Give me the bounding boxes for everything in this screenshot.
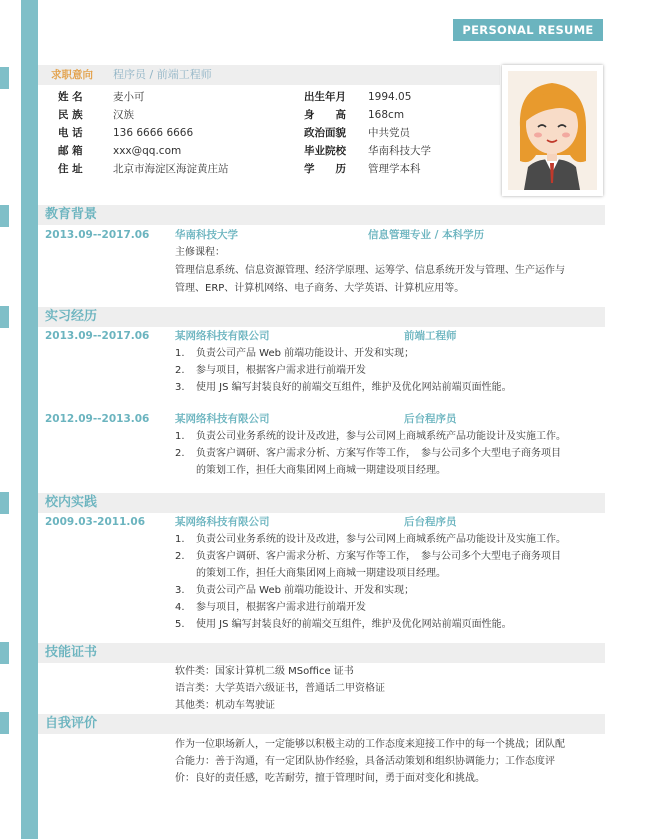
section-title-skills: 技能证书 bbox=[45, 645, 98, 660]
campus-company: 某网络科技有限公司 bbox=[175, 516, 270, 528]
info-label: 毕业院校 bbox=[304, 145, 346, 157]
info-value: 1994.05 bbox=[368, 91, 412, 103]
list-number: 2. bbox=[175, 448, 185, 459]
section-title-self: 自我评价 bbox=[45, 716, 98, 731]
info-value: xxx@qq.com bbox=[113, 145, 182, 157]
info-label: 邮 箱 bbox=[58, 145, 83, 157]
campus-date: 2009.03-2011.06 bbox=[45, 516, 146, 528]
education-major: 信息管理专业 / 本科学历 bbox=[368, 229, 485, 241]
info-value: 华南科技大学 bbox=[368, 145, 431, 157]
section-bar-self bbox=[38, 714, 605, 734]
section-bar-campus bbox=[38, 493, 605, 513]
list-number: 4. bbox=[175, 602, 185, 613]
education-school: 华南科技大学 bbox=[175, 229, 238, 241]
section-bar-education bbox=[38, 205, 605, 225]
sidebar-tab-self bbox=[0, 712, 9, 734]
info-label: 民 族 bbox=[58, 109, 83, 121]
info-label: 身 高 bbox=[304, 109, 346, 121]
list-text: 负责公司业务系统的设计及改进，参与公司网上商城系统产品功能设计及实施工作。 bbox=[196, 431, 566, 442]
list-text: 的策划工作，担任大商集团网上商城一期建设项目经理。 bbox=[196, 465, 446, 476]
intent-value: 程序员 / 前端工程师 bbox=[113, 68, 212, 81]
list-text: 负责公司产品 Web 前端功能设计、开发和实现； bbox=[196, 585, 415, 596]
list-text: 负责公司业务系统的设计及改进，参与公司网上商城系统产品功能设计及实施工作。 bbox=[196, 534, 566, 545]
list-text: 负责客户调研、客户需求分析、方案写作等工作， 参与公司多个大型电子商务项目 bbox=[196, 551, 561, 562]
info-value: 汉族 bbox=[113, 109, 134, 121]
list-text: 负责公司产品 Web 前端功能设计、开发和实现； bbox=[196, 348, 415, 359]
self-evaluation-line: 作为一位职场新人，一定能够以积极主动的工作态度来迎接工作中的每一个挑战；团队配 bbox=[175, 739, 565, 750]
self-evaluation-line: 价：良好的责任感，吃苦耐劳，擅于管理时间，勇于面对变化和挑战。 bbox=[175, 773, 485, 784]
info-value: 168cm bbox=[368, 109, 405, 121]
list-text: 的策划工作，担任大商集团网上商城一期建设项目经理。 bbox=[196, 568, 446, 579]
skill-line: 其他类：机动车驾驶证 bbox=[175, 700, 275, 711]
list-number: 2. bbox=[175, 365, 185, 376]
info-label: 政治面貌 bbox=[304, 127, 346, 139]
list-text: 负责客户调研、客户需求分析、方案写作等工作， 参与公司多个大型电子商务项目 bbox=[196, 448, 561, 459]
info-value: 北京市海淀区海淀黄庄站 bbox=[113, 163, 229, 175]
info-value: 管理学本科 bbox=[368, 163, 421, 175]
list-number: 1. bbox=[175, 348, 185, 359]
list-text: 参与项目，根据客户需求进行前端开发 bbox=[196, 602, 366, 613]
sidebar-tab-internship bbox=[0, 306, 9, 328]
profile-photo bbox=[502, 65, 603, 196]
sidebar-tab-campus bbox=[0, 492, 9, 514]
intent-bar bbox=[38, 65, 500, 85]
info-value: 136 6666 6666 bbox=[113, 127, 194, 139]
courses-line: 管理信息系统、信息资源管理、经济学原理、运筹学、信息系统开发与管理、生产运作与 bbox=[175, 265, 565, 276]
sidebar-tab-education bbox=[0, 205, 9, 227]
campus-role: 后台程序员 bbox=[404, 516, 457, 528]
info-label: 姓 名 bbox=[58, 91, 83, 103]
courses-line: 管理、ERP、计算机网络、电子商务、大学英语、计算机应用等。 bbox=[175, 283, 465, 294]
info-value: 麦小可 bbox=[113, 91, 145, 103]
internship-date: 2013.09--2017.06 bbox=[45, 330, 150, 342]
list-number: 3. bbox=[175, 585, 185, 596]
internship-role: 后台程序员 bbox=[404, 413, 457, 425]
list-text: 使用 JS 编写封装良好的前端交互组件，维护及优化网站前端页面性能。 bbox=[196, 382, 512, 393]
info-label: 学 历 bbox=[304, 163, 346, 175]
list-number: 3. bbox=[175, 382, 185, 393]
section-title-campus: 校内实践 bbox=[45, 495, 98, 510]
avatar-illustration bbox=[502, 65, 603, 196]
sidebar-tab-skills bbox=[0, 642, 9, 664]
section-title-internship: 实习经历 bbox=[45, 309, 98, 324]
internship-company: 某网络科技有限公司 bbox=[175, 413, 270, 425]
resume-title: PERSONAL RESUME bbox=[453, 19, 603, 41]
internship-company: 某网络科技有限公司 bbox=[175, 330, 270, 342]
left-sidebar-bar bbox=[21, 0, 38, 839]
info-label: 电 话 bbox=[58, 127, 83, 139]
internship-date: 2012.09--2013.06 bbox=[45, 413, 150, 425]
intent-label: 求职意向 bbox=[51, 69, 93, 81]
courses-label: 主修课程： bbox=[175, 247, 225, 258]
list-number: 1. bbox=[175, 534, 185, 545]
section-bar-skills bbox=[38, 643, 605, 663]
list-number: 2. bbox=[175, 551, 185, 562]
info-value: 中共党员 bbox=[368, 127, 410, 139]
list-text: 参与项目，根据客户需求进行前端开发 bbox=[196, 365, 366, 376]
info-label: 住 址 bbox=[58, 163, 83, 175]
list-text: 使用 JS 编写封装良好的前端交互组件，维护及优化网站前端页面性能。 bbox=[196, 619, 512, 630]
section-bar-internship bbox=[38, 307, 605, 327]
internship-role: 前端工程师 bbox=[404, 330, 457, 342]
education-date: 2013.09--2017.06 bbox=[45, 229, 150, 241]
section-title-education: 教育背景 bbox=[45, 207, 98, 222]
list-number: 5. bbox=[175, 619, 185, 630]
info-label: 出生年月 bbox=[304, 91, 346, 103]
sidebar-tab-intent bbox=[0, 67, 9, 89]
self-evaluation-line: 合能力：善于沟通，有一定团队协作经验，具备活动策划和组织协调能力；工作态度评 bbox=[175, 756, 555, 767]
skill-line: 语言类：大学英语六级证书，普通话二甲资格证 bbox=[175, 683, 385, 694]
skill-line: 软件类：国家计算机二级 MSoffice 证书 bbox=[175, 666, 354, 677]
list-number: 1. bbox=[175, 431, 185, 442]
